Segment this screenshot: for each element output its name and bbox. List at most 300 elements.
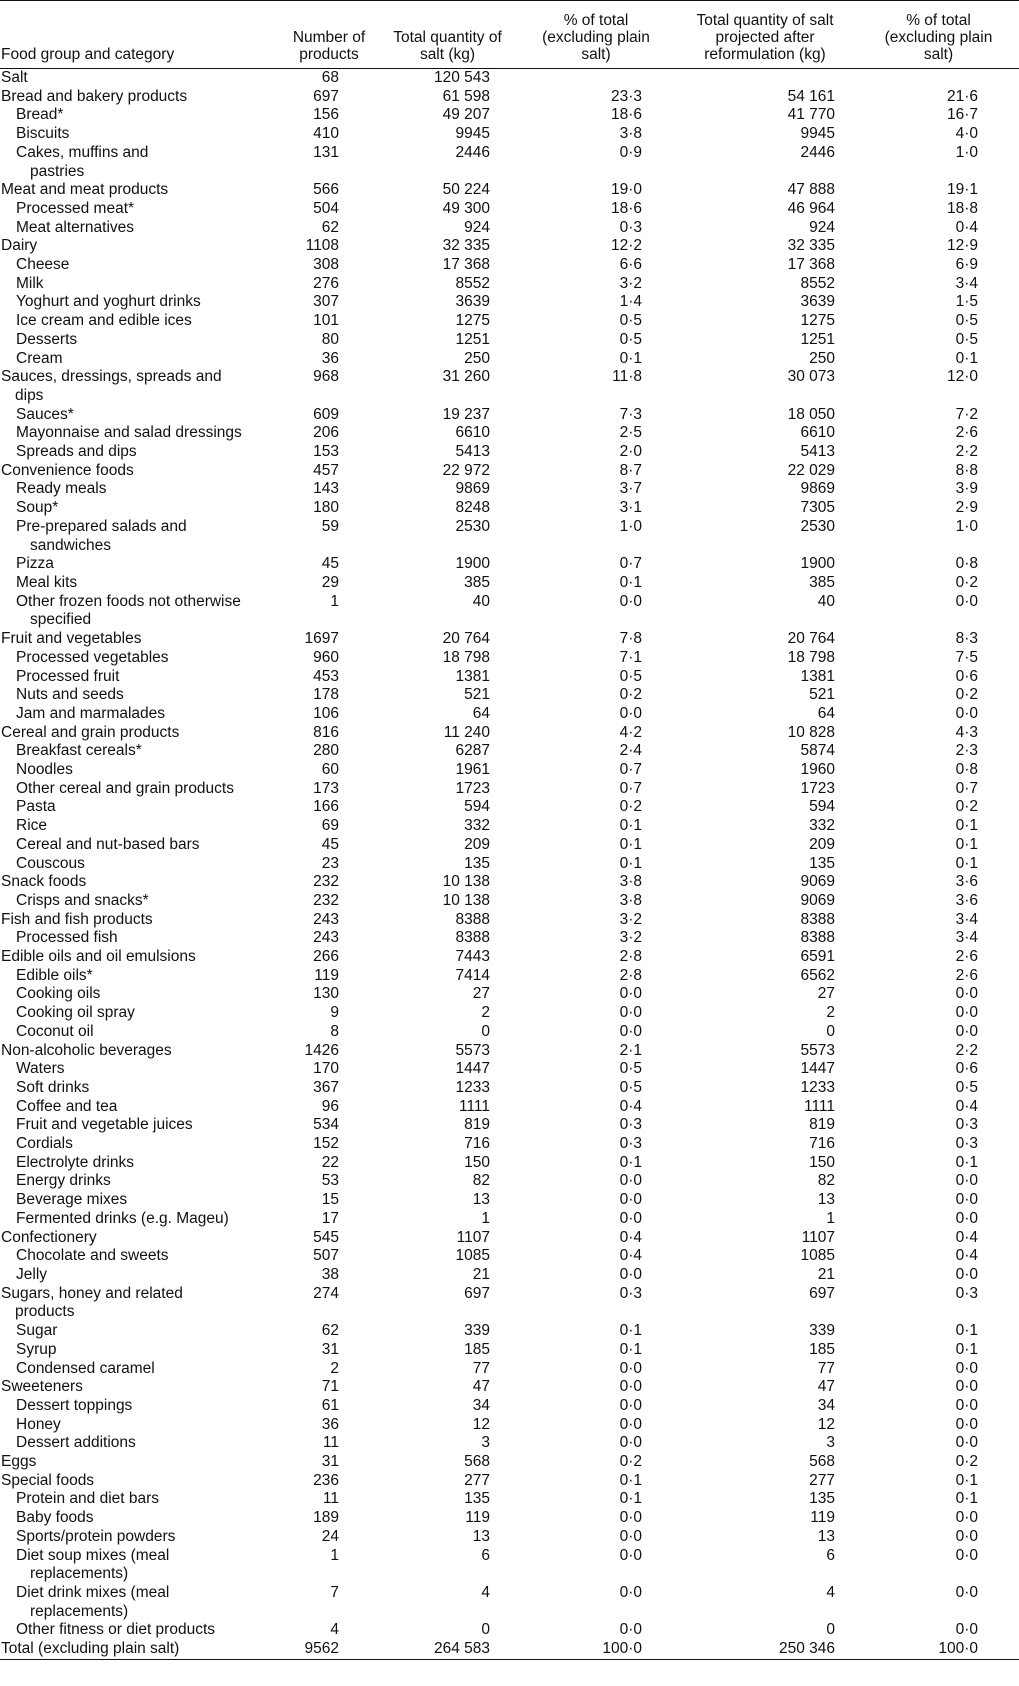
cell-pct-total: 18·6 xyxy=(610,199,642,217)
cell-pct-total: 0·2 xyxy=(619,798,642,816)
cell-pct-total: 0·0 xyxy=(619,1527,642,1545)
cell-pct-total: 3·8 xyxy=(619,125,642,143)
cell-pct-total: 0·0 xyxy=(619,1509,642,1527)
cell-number-of-products: 534 xyxy=(313,1116,339,1134)
row-label: Coffee and tea xyxy=(16,1097,118,1115)
cell-projected-salt: 250 346 xyxy=(778,1640,835,1658)
cell-number-of-products: 232 xyxy=(313,873,339,891)
cell-pct-total-projected: 0·6 xyxy=(955,1060,978,1078)
cell-number-of-products: 45 xyxy=(321,555,339,573)
row-label: Diet soup mixes (meal replacements) xyxy=(16,1546,170,1583)
cell-total-salt: 697 xyxy=(464,1284,490,1302)
cell-total-salt: 3 xyxy=(481,1434,490,1452)
row-label: Pre-prepared salads and sandwiches xyxy=(16,517,187,554)
cell-number-of-products: 7 xyxy=(330,1583,339,1601)
cell-projected-salt: 2446 xyxy=(800,143,835,161)
cell-projected-salt: 250 xyxy=(809,349,835,367)
cell-pct-total-projected: 2·2 xyxy=(955,1041,978,1059)
cell-number-of-products: 17 xyxy=(321,1209,339,1227)
cell-number-of-products: 130 xyxy=(313,985,339,1003)
group-row xyxy=(0,1285,1019,1322)
category-row xyxy=(0,742,1019,761)
row-label: Crisps and snacks* xyxy=(16,891,149,909)
cell-pct-total-projected: 0·0 xyxy=(955,1583,978,1601)
category-row xyxy=(0,1191,1019,1210)
cell-projected-salt: 9069 xyxy=(800,891,835,909)
category-row xyxy=(0,1434,1019,1453)
cell-pct-total-projected: 3·4 xyxy=(955,910,978,928)
cell-projected-salt: 1275 xyxy=(800,312,835,330)
cell-total-salt: 1381 xyxy=(455,667,490,685)
row-label: Cordials xyxy=(16,1135,73,1153)
cell-total-salt: 716 xyxy=(464,1135,490,1153)
cell-number-of-products: 152 xyxy=(313,1135,339,1153)
cell-pct-total-projected: 3·4 xyxy=(955,929,978,947)
cell-pct-total-projected: 0·0 xyxy=(955,985,978,1003)
cell-pct-total-projected: 4·3 xyxy=(955,723,978,741)
cell-projected-salt: 47 888 xyxy=(787,181,835,199)
cell-pct-total: 0·7 xyxy=(619,779,642,797)
cell-projected-salt: 8388 xyxy=(800,910,835,928)
cell-pct-total-projected: 0·0 xyxy=(955,1546,978,1564)
cell-number-of-products: 31 xyxy=(321,1453,339,1471)
category-row xyxy=(0,144,1019,181)
cell-pct-total-projected: 2·6 xyxy=(955,424,978,442)
cell-number-of-products: 816 xyxy=(313,723,339,741)
row-label: Other fitness or diet products xyxy=(16,1621,216,1639)
cell-number-of-products: 243 xyxy=(313,929,339,947)
category-row xyxy=(0,1154,1019,1173)
cell-projected-salt: 521 xyxy=(809,686,835,704)
category-row xyxy=(0,1060,1019,1079)
cell-projected-salt: 8552 xyxy=(800,274,835,292)
row-label: Bread and bakery products xyxy=(1,87,188,105)
cell-total-salt: 1107 xyxy=(456,1228,490,1246)
cell-pct-total: 0·0 xyxy=(619,1004,642,1022)
cell-number-of-products: 266 xyxy=(313,948,339,966)
cell-projected-salt: 18 050 xyxy=(787,405,835,423)
cell-number-of-products: 119 xyxy=(314,966,339,984)
cell-projected-salt: 135 xyxy=(809,1490,835,1508)
cell-pct-total: 1·0 xyxy=(619,517,642,535)
row-label: Cheese xyxy=(16,256,70,274)
cell-total-salt: 120 543 xyxy=(433,69,490,86)
cell-total-salt: 19 237 xyxy=(442,405,490,423)
cell-total-salt: 47 xyxy=(472,1378,490,1396)
cell-pct-total-projected: 0·1 xyxy=(955,835,978,853)
row-label: Beverage mixes xyxy=(16,1191,128,1209)
cell-total-salt: 1447 xyxy=(455,1060,490,1078)
group-row xyxy=(0,1378,1019,1397)
row-label: Special foods xyxy=(1,1471,95,1489)
cell-pct-total: 0·4 xyxy=(619,1228,642,1246)
cell-number-of-products: 96 xyxy=(321,1097,339,1115)
row-label: Fermented drinks (e.g. Mageu) xyxy=(16,1209,229,1227)
cell-pct-total: 3·2 xyxy=(619,910,642,928)
cell-projected-salt: 1723 xyxy=(800,779,835,797)
cell-projected-salt: 20 764 xyxy=(787,630,835,648)
cell-projected-salt: 209 xyxy=(809,835,835,853)
cell-pct-total-projected: 1·0 xyxy=(955,143,978,161)
cell-pct-total: 0·1 xyxy=(619,349,642,367)
row-label: Ice cream and edible ices xyxy=(16,312,192,330)
row-label: Sauces, dressings, spreads and dips xyxy=(1,368,222,404)
cell-pct-total: 3·2 xyxy=(619,274,642,292)
cell-pct-total: 100·0 xyxy=(602,1640,642,1658)
cell-pct-total-projected: 0·4 xyxy=(955,1097,978,1115)
cell-projected-salt: 697 xyxy=(809,1284,835,1302)
category-row xyxy=(0,499,1019,518)
cell-projected-salt: 64 xyxy=(817,704,835,722)
table-header xyxy=(0,1,1019,69)
group-row xyxy=(0,69,1019,88)
row-label: Mayonnaise and salad dressings xyxy=(16,424,242,442)
cell-number-of-products: 69 xyxy=(321,817,339,835)
cell-number-of-products: 1426 xyxy=(304,1041,339,1059)
cell-projected-salt: 40 xyxy=(817,592,835,610)
cell-pct-total: 0·3 xyxy=(619,1284,642,1302)
cell-total-salt: 1111 xyxy=(458,1097,490,1115)
cell-number-of-products: 697 xyxy=(313,87,339,105)
category-row xyxy=(0,892,1019,911)
cell-pct-total-projected: 2·9 xyxy=(955,499,978,517)
cell-pct-total-projected: 0·4 xyxy=(955,1247,978,1265)
category-row xyxy=(0,1266,1019,1285)
cell-projected-salt: 1 xyxy=(826,1209,835,1227)
row-label: Processed fish xyxy=(16,929,118,947)
category-row xyxy=(0,817,1019,836)
cell-number-of-products: 206 xyxy=(313,424,339,442)
cell-pct-total-projected: 0·8 xyxy=(955,761,978,779)
cell-total-salt: 10 138 xyxy=(442,873,490,891)
row-label: Meat and meat products xyxy=(1,181,169,199)
row-label: Processed vegetables xyxy=(16,648,169,666)
cell-total-salt: 0 xyxy=(481,1022,490,1040)
table-body xyxy=(0,69,1019,1660)
category-row xyxy=(0,1023,1019,1042)
cell-total-salt: 250 xyxy=(464,349,490,367)
cell-number-of-products: 1108 xyxy=(305,237,339,255)
cell-total-salt: 9869 xyxy=(455,480,490,498)
group-row xyxy=(0,88,1019,107)
cell-pct-total: 3·7 xyxy=(619,480,642,498)
cell-pct-total-projected: 0·4 xyxy=(955,1228,978,1246)
cell-number-of-products: 280 xyxy=(313,742,339,760)
cell-pct-total-projected: 0·1 xyxy=(955,1340,978,1358)
cell-total-salt: 332 xyxy=(464,817,490,835)
row-label: Convenience foods xyxy=(1,461,134,479)
cell-number-of-products: 1 xyxy=(330,592,339,610)
cell-projected-salt: 3639 xyxy=(800,293,835,311)
cell-number-of-products: 9562 xyxy=(304,1640,339,1658)
category-row xyxy=(0,1490,1019,1509)
cell-pct-total-projected: 0·2 xyxy=(955,1453,978,1471)
cell-pct-total-projected: 0·1 xyxy=(955,854,978,872)
cell-projected-salt: 277 xyxy=(809,1471,835,1489)
cell-total-salt: 40 xyxy=(472,592,490,610)
group-row xyxy=(0,181,1019,200)
cell-pct-total: 0·0 xyxy=(619,1172,642,1190)
cell-projected-salt: 135 xyxy=(809,854,835,872)
cell-pct-total xyxy=(520,69,672,88)
cell-total-salt: 18 798 xyxy=(442,648,490,666)
cell-projected-salt: 47 xyxy=(817,1378,835,1396)
cell-pct-total: 0·3 xyxy=(619,1116,642,1134)
cell-number-of-products: 61 xyxy=(321,1396,339,1414)
row-label: Rice xyxy=(16,817,48,835)
cell-total-salt: 1251 xyxy=(455,330,490,348)
cell-pct-total: 0·0 xyxy=(619,1396,642,1414)
cell-number-of-products: 180 xyxy=(313,499,339,517)
group-row xyxy=(0,462,1019,481)
cell-number-of-products: 166 xyxy=(313,798,339,816)
cell-projected-salt: 1960 xyxy=(800,761,835,779)
cell-pct-total: 3·2 xyxy=(619,929,642,947)
cell-total-salt: 8552 xyxy=(455,274,490,292)
cell-number-of-products: 131 xyxy=(313,143,339,161)
cell-pct-total: 0·0 xyxy=(619,1434,642,1452)
cell-projected-salt: 0 xyxy=(826,1022,835,1040)
cell-pct-total-projected: 2·6 xyxy=(955,948,978,966)
row-label: Syrup xyxy=(16,1340,57,1358)
cell-pct-total: 0·3 xyxy=(619,1135,642,1153)
cell-total-salt: 924 xyxy=(464,218,490,236)
cell-pct-total-projected: 0·1 xyxy=(955,1322,978,1340)
category-row xyxy=(0,350,1019,369)
row-label: Processed meat* xyxy=(16,199,135,217)
category-row xyxy=(0,1098,1019,1117)
cell-total-salt: 8248 xyxy=(455,499,490,517)
category-row xyxy=(0,312,1019,331)
cell-pct-total: 0·0 xyxy=(619,1378,642,1396)
cell-number-of-products: 507 xyxy=(313,1247,339,1265)
row-label: Non-alcoholic beverages xyxy=(1,1041,172,1059)
cell-pct-total: 0·0 xyxy=(619,1359,642,1377)
cell-pct-total-projected: 21·6 xyxy=(946,87,978,105)
row-label: Edible oils and oil emulsions xyxy=(1,948,196,966)
cell-number-of-products: 23 xyxy=(321,854,339,872)
cell-total-salt: 22 972 xyxy=(442,461,490,479)
cell-total-salt: 277 xyxy=(464,1471,490,1489)
row-label: Cooking oil spray xyxy=(16,1004,135,1022)
cell-pct-total-projected: 0·0 xyxy=(955,1396,978,1414)
category-row xyxy=(0,780,1019,799)
group-row xyxy=(0,724,1019,743)
cell-total-salt: 7443 xyxy=(455,948,490,966)
cell-total-salt: 135 xyxy=(464,854,490,872)
category-row xyxy=(0,424,1019,443)
cell-projected-salt: 46 964 xyxy=(787,199,835,217)
group-row xyxy=(0,873,1019,892)
cell-pct-total: 12·2 xyxy=(610,237,642,255)
header-number-of-products: Number of products xyxy=(292,29,366,63)
cell-number-of-products: 453 xyxy=(313,667,339,685)
category-row xyxy=(0,1079,1019,1098)
cell-number-of-products: 80 xyxy=(321,330,339,348)
cell-pct-total-projected: 0·0 xyxy=(955,1172,978,1190)
row-label: Noodles xyxy=(16,761,73,779)
header-pct-total-projected: % of total (excluding plain salt) xyxy=(884,12,993,63)
cell-total-salt: 13 xyxy=(472,1527,490,1545)
cell-projected-salt: 1085 xyxy=(800,1247,835,1265)
cell-pct-total: 0·1 xyxy=(619,854,642,872)
cell-pct-total: 0·0 xyxy=(619,1583,642,1601)
cell-total-salt: 119 xyxy=(465,1509,490,1527)
cell-projected-salt: 1251 xyxy=(800,330,835,348)
category-row xyxy=(0,480,1019,499)
cell-total-salt: 5413 xyxy=(455,443,490,461)
cell-pct-total: 0·1 xyxy=(619,1322,642,1340)
category-row xyxy=(0,593,1019,630)
cell-pct-total: 0·4 xyxy=(619,1097,642,1115)
group-row xyxy=(0,948,1019,967)
cell-projected-salt: 13 xyxy=(817,1191,835,1209)
cell-number-of-products: 566 xyxy=(313,181,339,199)
category-row xyxy=(0,1247,1019,1266)
cell-pct-total: 0·1 xyxy=(619,1490,642,1508)
cell-total-salt: 82 xyxy=(472,1172,490,1190)
cell-pct-total: 0·0 xyxy=(619,1415,642,1433)
cell-projected-salt: 6562 xyxy=(800,966,835,984)
cell-projected-salt: 119 xyxy=(810,1509,835,1527)
cell-pct-total: 7·3 xyxy=(619,405,642,423)
cell-number-of-products: 106 xyxy=(313,704,339,722)
cell-projected-salt: 32 335 xyxy=(787,237,835,255)
cell-pct-total-projected: 18·8 xyxy=(946,199,978,217)
cell-number-of-products: 59 xyxy=(321,517,339,535)
cell-total-salt: 9945 xyxy=(455,125,490,143)
cell-pct-total: 7·1 xyxy=(619,648,642,666)
cell-pct-total-projected: 3·4 xyxy=(955,274,978,292)
row-label: Cream xyxy=(16,349,63,367)
cell-number-of-products: 274 xyxy=(313,1284,339,1302)
category-row xyxy=(0,1341,1019,1360)
cell-total-salt: 13 xyxy=(472,1191,490,1209)
cell-pct-total-projected: 1·5 xyxy=(955,293,978,311)
category-row xyxy=(0,1397,1019,1416)
cell-pct-total-projected: 0·2 xyxy=(955,686,978,704)
cell-pct-total: 0·1 xyxy=(619,1340,642,1358)
cell-projected-salt: 34 xyxy=(817,1396,835,1414)
cell-number-of-products: 62 xyxy=(321,1322,339,1340)
cell-projected-salt: 819 xyxy=(809,1116,835,1134)
cell-pct-total-projected: 0·0 xyxy=(955,1509,978,1527)
cell-pct-total: 2·8 xyxy=(619,966,642,984)
category-row xyxy=(0,406,1019,425)
cell-number-of-products: 1 xyxy=(330,1546,339,1564)
cell-pct-total-projected: 2·2 xyxy=(955,443,978,461)
cell-number-of-products: 9 xyxy=(330,1004,339,1022)
cell-number-of-products: 71 xyxy=(321,1378,339,1396)
cell-pct-total-projected: 0·0 xyxy=(955,1266,978,1283)
cell-projected-salt: 4 xyxy=(826,1583,835,1601)
cell-pct-total: 0·3 xyxy=(619,218,642,236)
row-label: Honey xyxy=(16,1415,61,1433)
cell-number-of-products: 504 xyxy=(313,199,339,217)
row-label: Diet drink mixes (meal replacements) xyxy=(16,1583,170,1620)
group-row xyxy=(0,630,1019,649)
cell-total-salt: 150 xyxy=(464,1153,490,1171)
cell-pct-total-projected xyxy=(858,69,1019,88)
header-total-salt: Total quantity of salt (kg) xyxy=(393,29,502,63)
row-label: Jam and marmalades xyxy=(16,704,166,722)
cell-pct-total-projected: 7·5 xyxy=(955,648,978,666)
cell-pct-total: 2·8 xyxy=(619,948,642,966)
group-row xyxy=(0,1229,1019,1248)
category-row xyxy=(0,798,1019,817)
cell-total-salt: 2446 xyxy=(455,143,490,161)
cell-pct-total: 0·2 xyxy=(619,1453,642,1471)
cell-number-of-products: 29 xyxy=(321,573,339,591)
cell-total-salt: 2 xyxy=(481,1004,490,1022)
cell-total-salt: 339 xyxy=(464,1322,490,1340)
cell-pct-total: 0·0 xyxy=(619,1209,642,1227)
cell-total-salt: 6287 xyxy=(455,742,490,760)
cell-total-salt: 521 xyxy=(464,686,490,704)
cell-total-salt: 50 224 xyxy=(442,181,490,199)
cell-total-salt: 49 300 xyxy=(442,199,490,217)
row-label: Meal kits xyxy=(16,573,78,591)
cell-projected-salt: 17 368 xyxy=(787,256,835,274)
cell-pct-total: 0·0 xyxy=(619,1022,642,1040)
cell-number-of-products: 1697 xyxy=(304,630,339,648)
cell-projected-salt: 594 xyxy=(809,798,835,816)
cell-projected-salt: 21 xyxy=(817,1266,835,1283)
cell-total-salt: 12 xyxy=(472,1415,490,1433)
cell-number-of-products: 60 xyxy=(321,761,339,779)
cell-projected-salt: 2 xyxy=(826,1004,835,1022)
cell-total-salt: 819 xyxy=(464,1116,490,1134)
row-label: Other cereal and grain products xyxy=(16,779,234,797)
cell-projected-salt: 9869 xyxy=(800,480,835,498)
cell-pct-total-projected: 0·0 xyxy=(955,1527,978,1545)
row-label: Yoghurt and yoghurt drinks xyxy=(16,293,201,311)
cell-number-of-products: 68 xyxy=(321,69,339,86)
cell-pct-total-projected: 0·0 xyxy=(955,1415,978,1433)
cell-number-of-products: 178 xyxy=(313,686,339,704)
cell-total-salt: 27 xyxy=(472,985,490,1003)
category-row xyxy=(0,1135,1019,1154)
cell-pct-total-projected: 0·1 xyxy=(955,817,978,835)
cell-pct-total-projected: 0·3 xyxy=(955,1116,978,1134)
cell-pct-total: 0·1 xyxy=(619,573,642,591)
cell-total-salt: 1 xyxy=(481,1209,490,1227)
cell-pct-total-projected: 0·4 xyxy=(955,218,978,236)
cell-pct-total: 0·5 xyxy=(619,330,642,348)
cell-projected-salt: 10 828 xyxy=(787,723,835,741)
cell-number-of-products: 545 xyxy=(313,1228,339,1246)
cell-pct-total-projected: 0·6 xyxy=(955,667,978,685)
cell-pct-total: 18·6 xyxy=(610,106,642,124)
cell-total-salt: 264 583 xyxy=(433,1640,490,1658)
cell-pct-total: 3·1 xyxy=(619,499,642,517)
category-row xyxy=(0,1116,1019,1135)
cell-pct-total: 0·1 xyxy=(619,1153,642,1171)
category-row xyxy=(0,1172,1019,1191)
row-label: Sauces* xyxy=(16,405,74,423)
cell-total-salt: 4 xyxy=(481,1583,490,1601)
category-row xyxy=(0,668,1019,687)
cell-number-of-products: 15 xyxy=(321,1191,339,1209)
cell-number-of-products: 2 xyxy=(330,1359,339,1377)
row-label: Confectionery xyxy=(1,1228,97,1246)
row-label: Milk xyxy=(16,274,44,292)
cell-total-salt: 17 368 xyxy=(442,256,490,274)
category-row xyxy=(0,1509,1019,1528)
category-row xyxy=(0,219,1019,238)
cell-projected-salt: 54 161 xyxy=(787,87,835,105)
row-label: Desserts xyxy=(16,330,78,348)
